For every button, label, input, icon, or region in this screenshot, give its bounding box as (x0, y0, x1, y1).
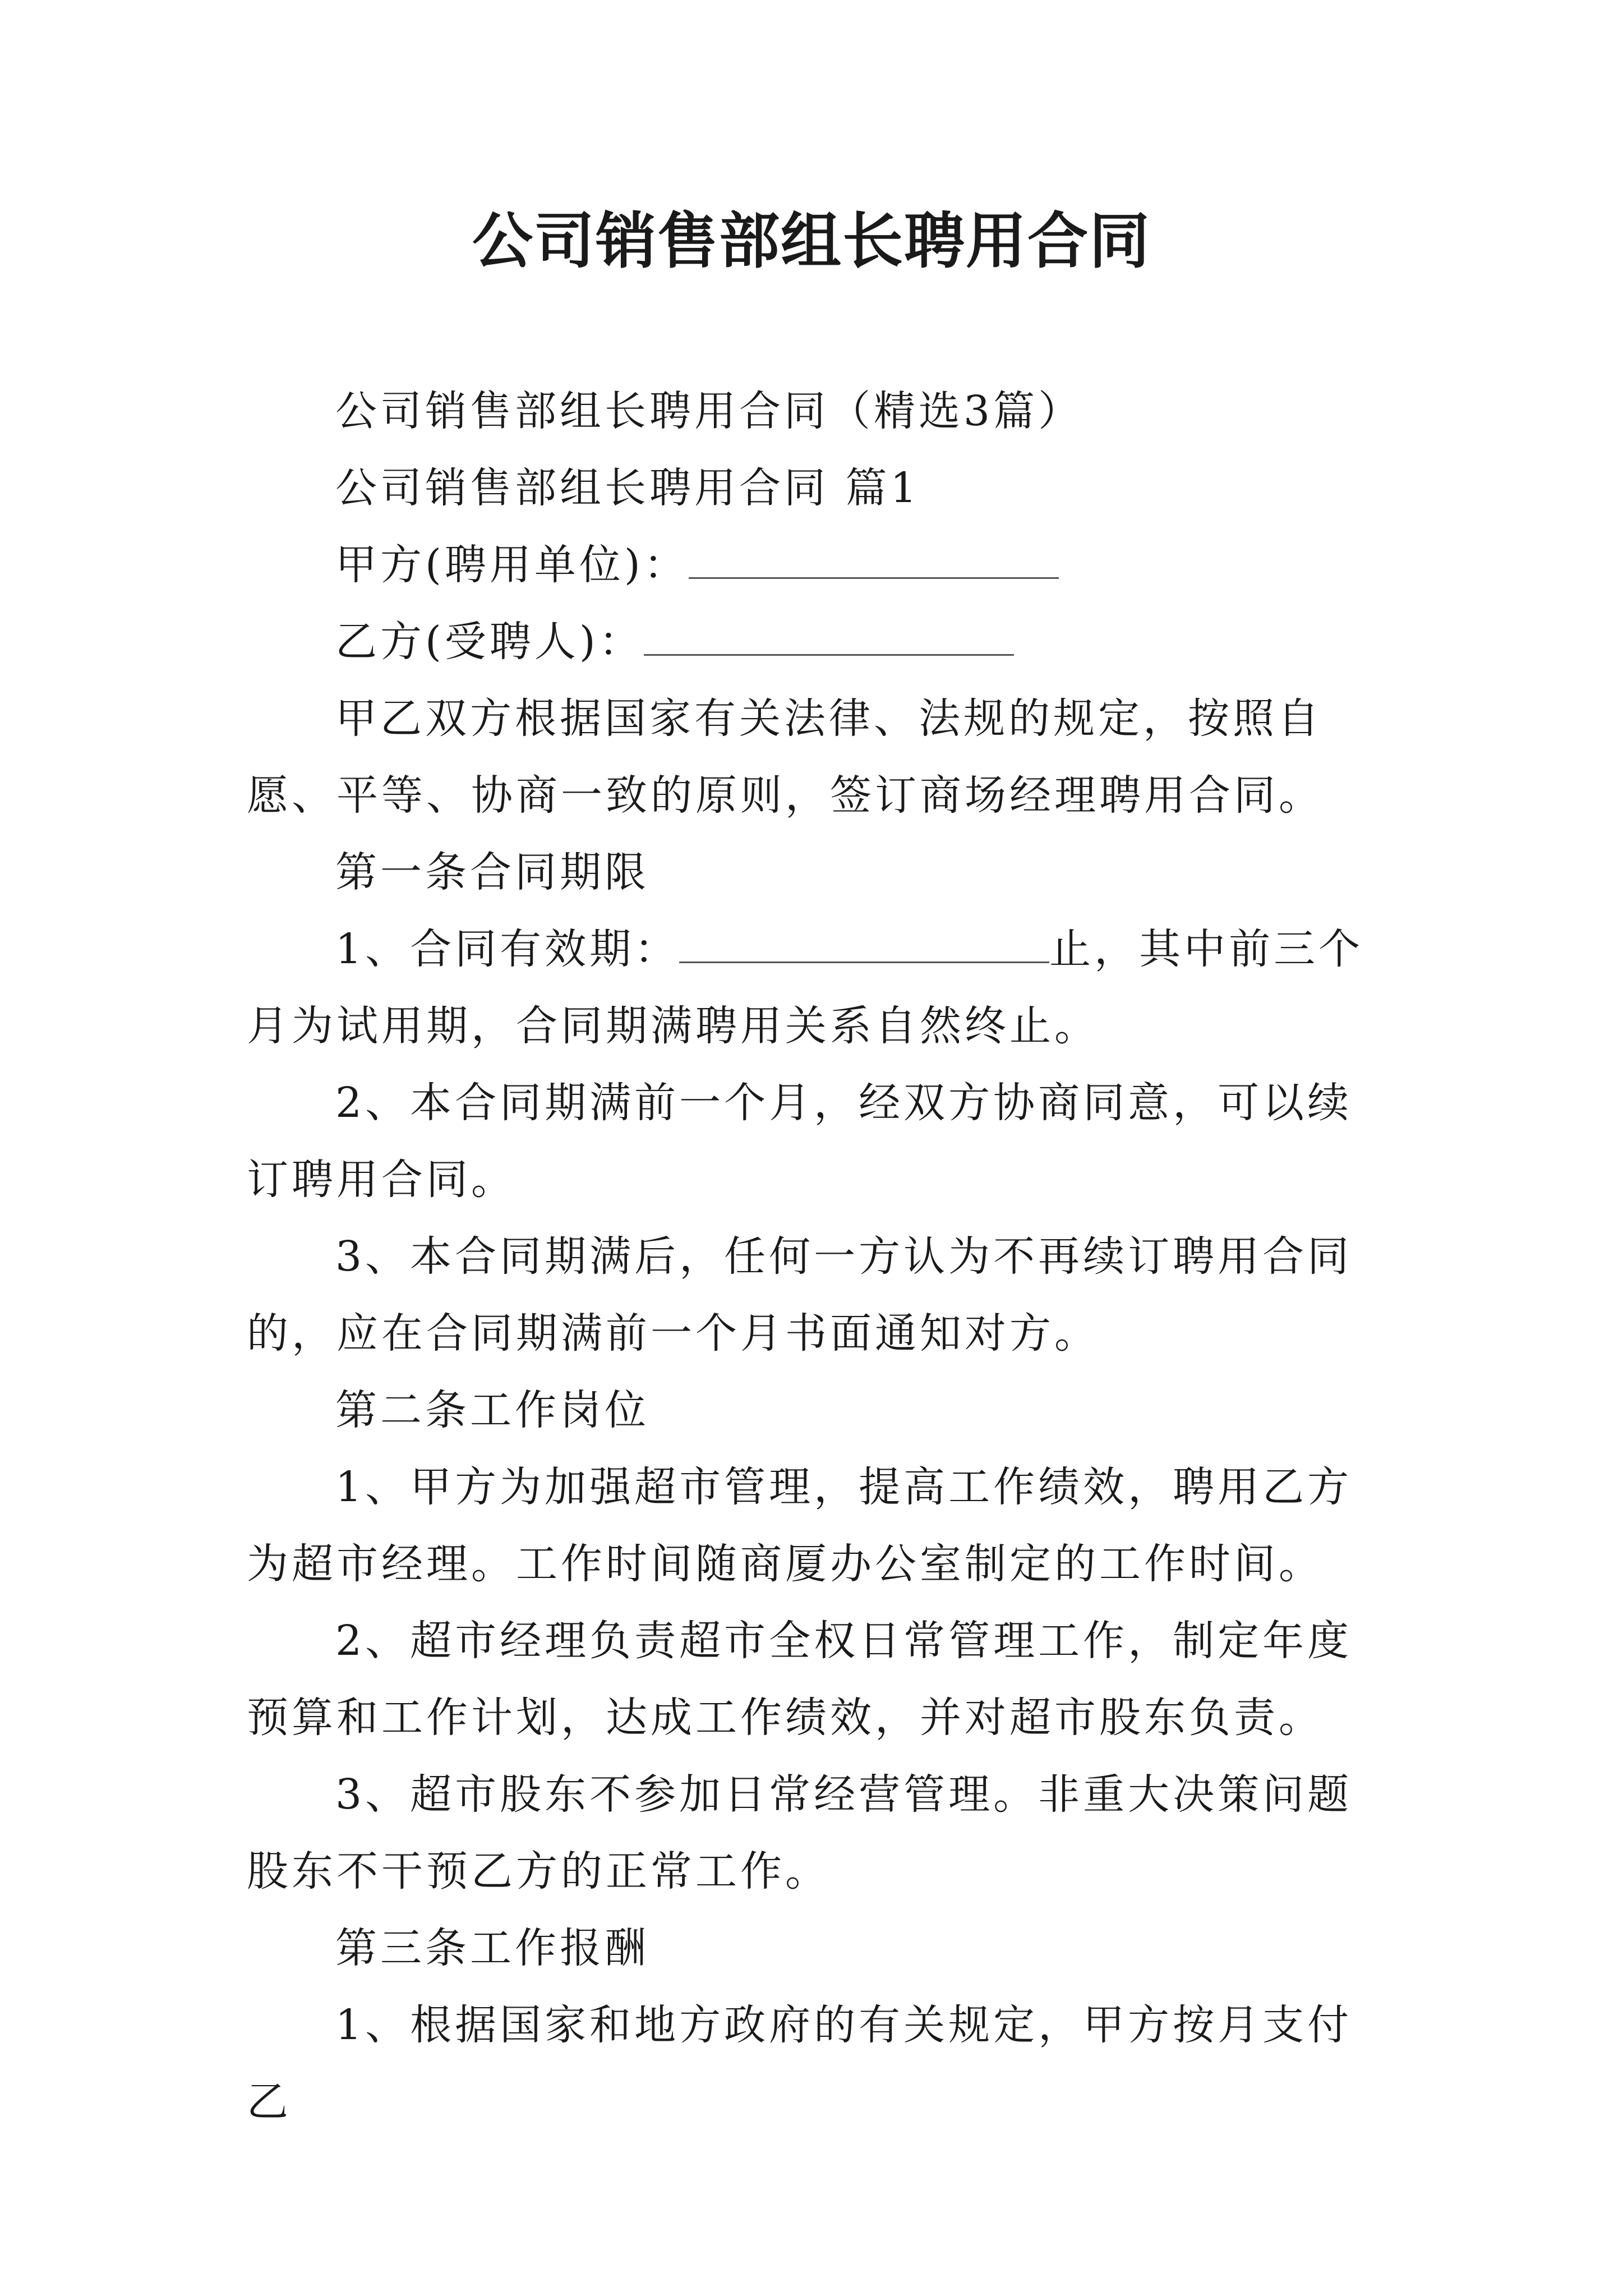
article3-heading: 第三条工作报酬 (335, 1924, 649, 1972)
document-body (247, 373, 1391, 2141)
party-b-label: 乙方(受聘人)： (335, 618, 644, 666)
party-a-line (247, 527, 1391, 604)
article1-heading: 第一条合同期限 (335, 848, 649, 896)
article1-item1 (247, 911, 1391, 1065)
article2-item3: 3、超市股东不参加日常经营管理。非重大决策问题股东不干预乙方的正常工作。 (247, 1770, 1353, 1895)
article2-heading: 第二条工作岗位 (335, 1386, 649, 1434)
contract-term-blank (679, 922, 1049, 963)
intro-paragraph: 甲乙双方根据国家有关法律、法规的规定，按照自愿、平等、协商一致的原则，签订商场经理聘用合同。 (247, 694, 1324, 820)
part-heading: 公司销售部组长聘用合同 篇1 (335, 464, 920, 512)
party-b-blank (644, 615, 1014, 656)
document-title: 公司销售部组长聘用合同 (472, 206, 1151, 277)
article1-item1-prefix: 1、合同有效期： (335, 925, 680, 973)
article1-item3: 3、本合同期满后，任何一方认为不再续订聘用合同的，应在合同期满前一个月书面通知对方。 (247, 1232, 1353, 1358)
party-b-line (247, 604, 1391, 680)
article1-item1-suffix: 止，其中前三个月为试用期，合同期满聘用关系自然终止。 (247, 925, 1364, 1050)
article3-item1: 1、根据国家和地方政府的有关规定，甲方按月支付乙 (247, 2001, 1353, 2126)
article2-item2: 2、超市经理负责超市全权日常管理工作，制定年度预算和工作计划，达成工作绩效，并对超市股东负责。 (247, 1617, 1353, 1742)
document-subtitle: 公司销售部组长聘用合同（精选3篇） (335, 387, 1083, 435)
party-a-label: 甲方(聘用单位)： (335, 541, 689, 589)
party-a-blank (689, 538, 1059, 579)
article1-item2: 2、本合同期满前一个月，经双方协商同意，可以续订聘用合同。 (247, 1079, 1353, 1204)
article2-item1: 1、甲方为加强超市管理，提高工作绩效，聘用乙方为超市经理。工作时间随商厦办公室制定的工作时间。 (247, 1463, 1353, 1588)
